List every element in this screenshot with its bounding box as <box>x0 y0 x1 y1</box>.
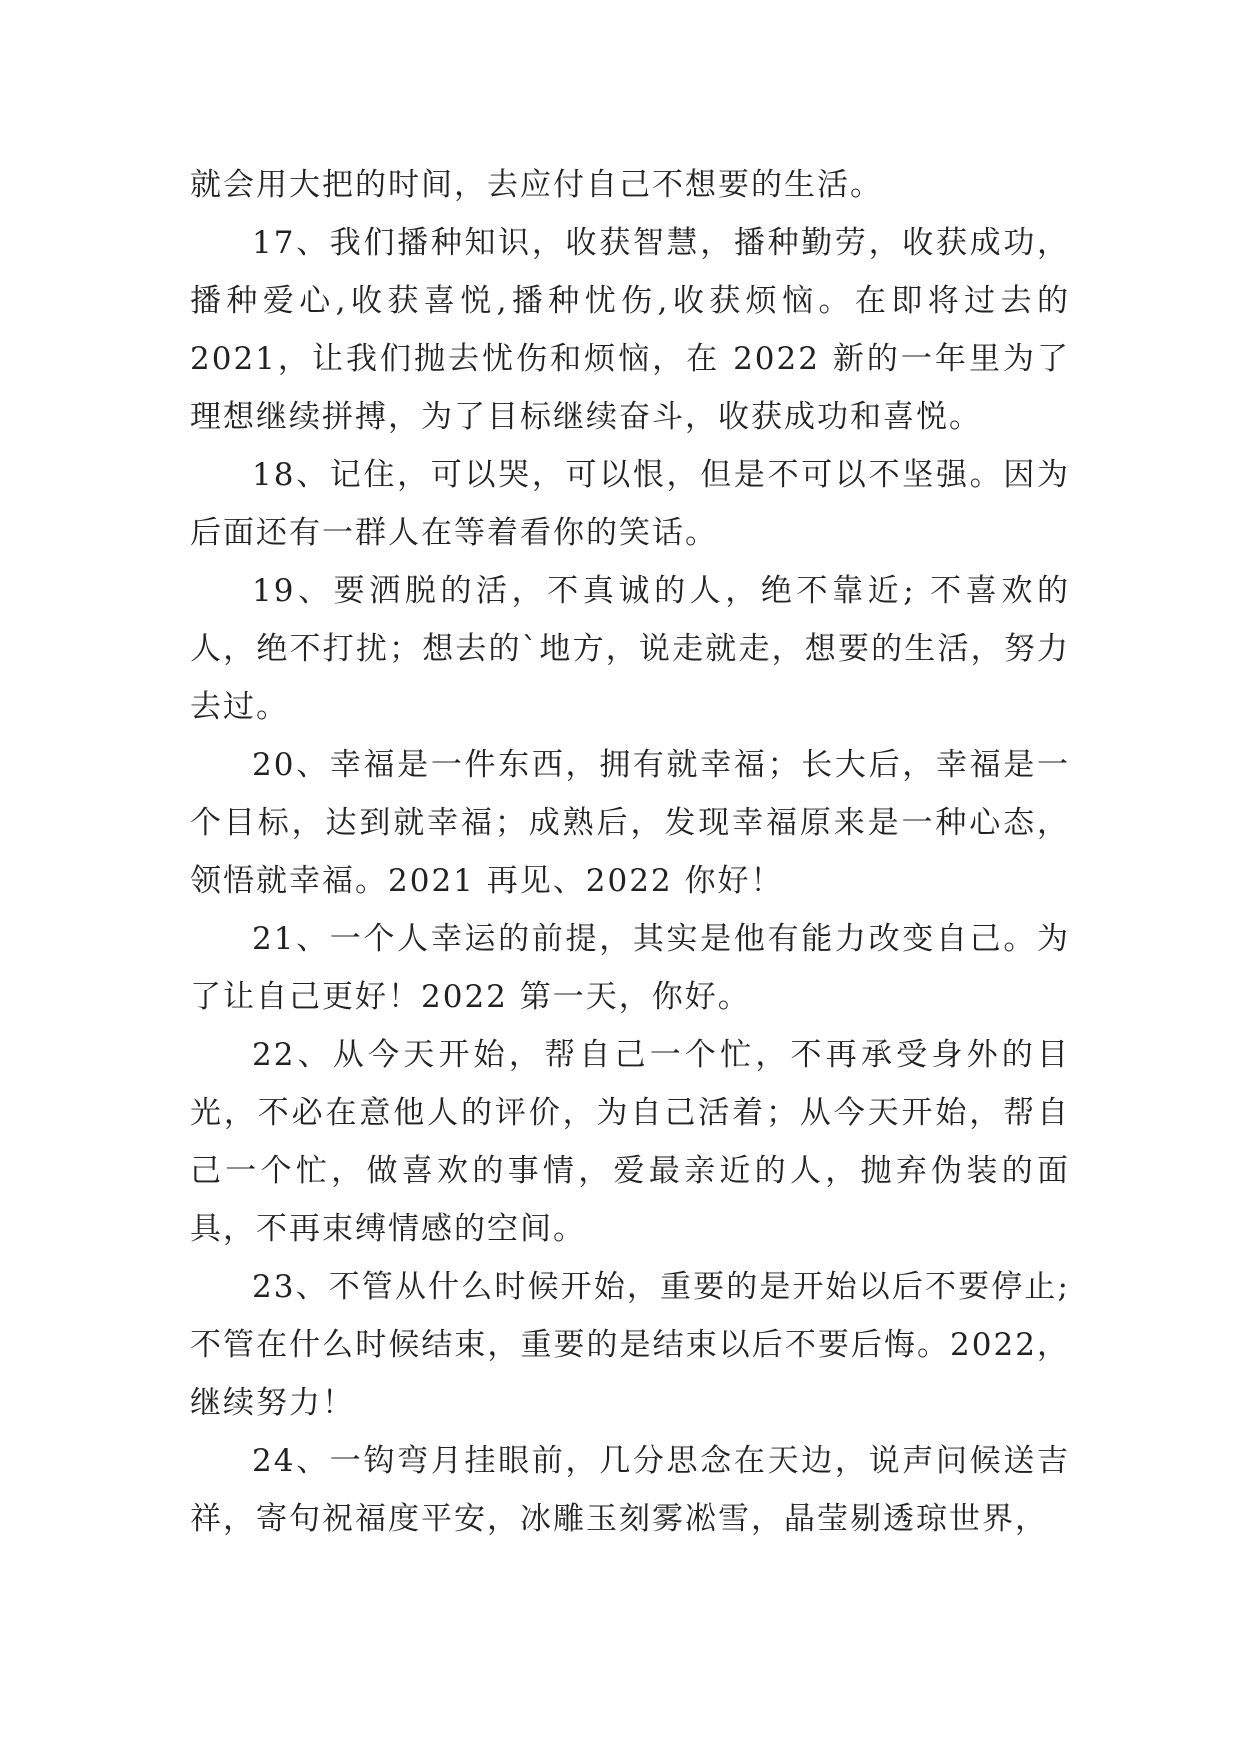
paragraph-20: 20、幸福是一件东西，拥有就幸福；长大后，幸福是一个目标，达到就幸福；成熟后，发现幸福原来是一种心态，领悟就幸福。2021 再见、2022 你好！ <box>190 747 1070 899</box>
paragraph-23: 23、不管从什么时候开始，重要的是开始以后不要停止; 不管在什么时候结束，重要的是结束以后不要后悔。2022，继续努力！ <box>190 1269 1070 1421</box>
paragraph-18: 18、记住，可以哭，可以恨，但是不可以不坚强。因为后面还有一群人在等着看你的笑话。 <box>190 457 1070 551</box>
paragraph-22: 22、从今天开始，帮自己一个忙，不再承受身外的目光，不必在意他人的评价，为自己活着；从今天开始，帮自己一个忙，做喜欢的事情，爱最亲近的人，抛弃伪装的面具，不再束缚情感的空间。 <box>190 1037 1070 1247</box>
paragraph-17: 17、我们播种知识，收获智慧，播种勤劳，收获成功，播种爱心,收获喜悦,播种忧伤,收获烦恼。在即将过去的2021，让我们抛去忧伤和烦恼，在 2022 新的一年里为了理想继续拼搏，为了目标继续奋斗，收获成功和喜悦。 <box>190 225 1070 435</box>
document-body <box>190 156 1070 1548</box>
paragraph-24: 24、一钩弯月挂眼前，几分思念在天边，说声问候送吉祥，寄句祝福度平安，冰雕玉刻雾凇雪，晶莹剔透琼世界， <box>190 1443 1070 1537</box>
paragraph-19: 19、要洒脱的活，不真诚的人，绝不靠近; 不喜欢的人，绝不打扰；想去的`地方，说走就走，想要的生活，努力去过。 <box>190 573 1070 725</box>
paragraph-continuation: 就会用大把的时间，去应付自己不想要的生活。 <box>190 167 883 203</box>
paragraph-21: 21、一个人幸运的前提，其实是他有能力改变自己。为了让自己更好！2022 第一天，你好。 <box>190 921 1070 1015</box>
